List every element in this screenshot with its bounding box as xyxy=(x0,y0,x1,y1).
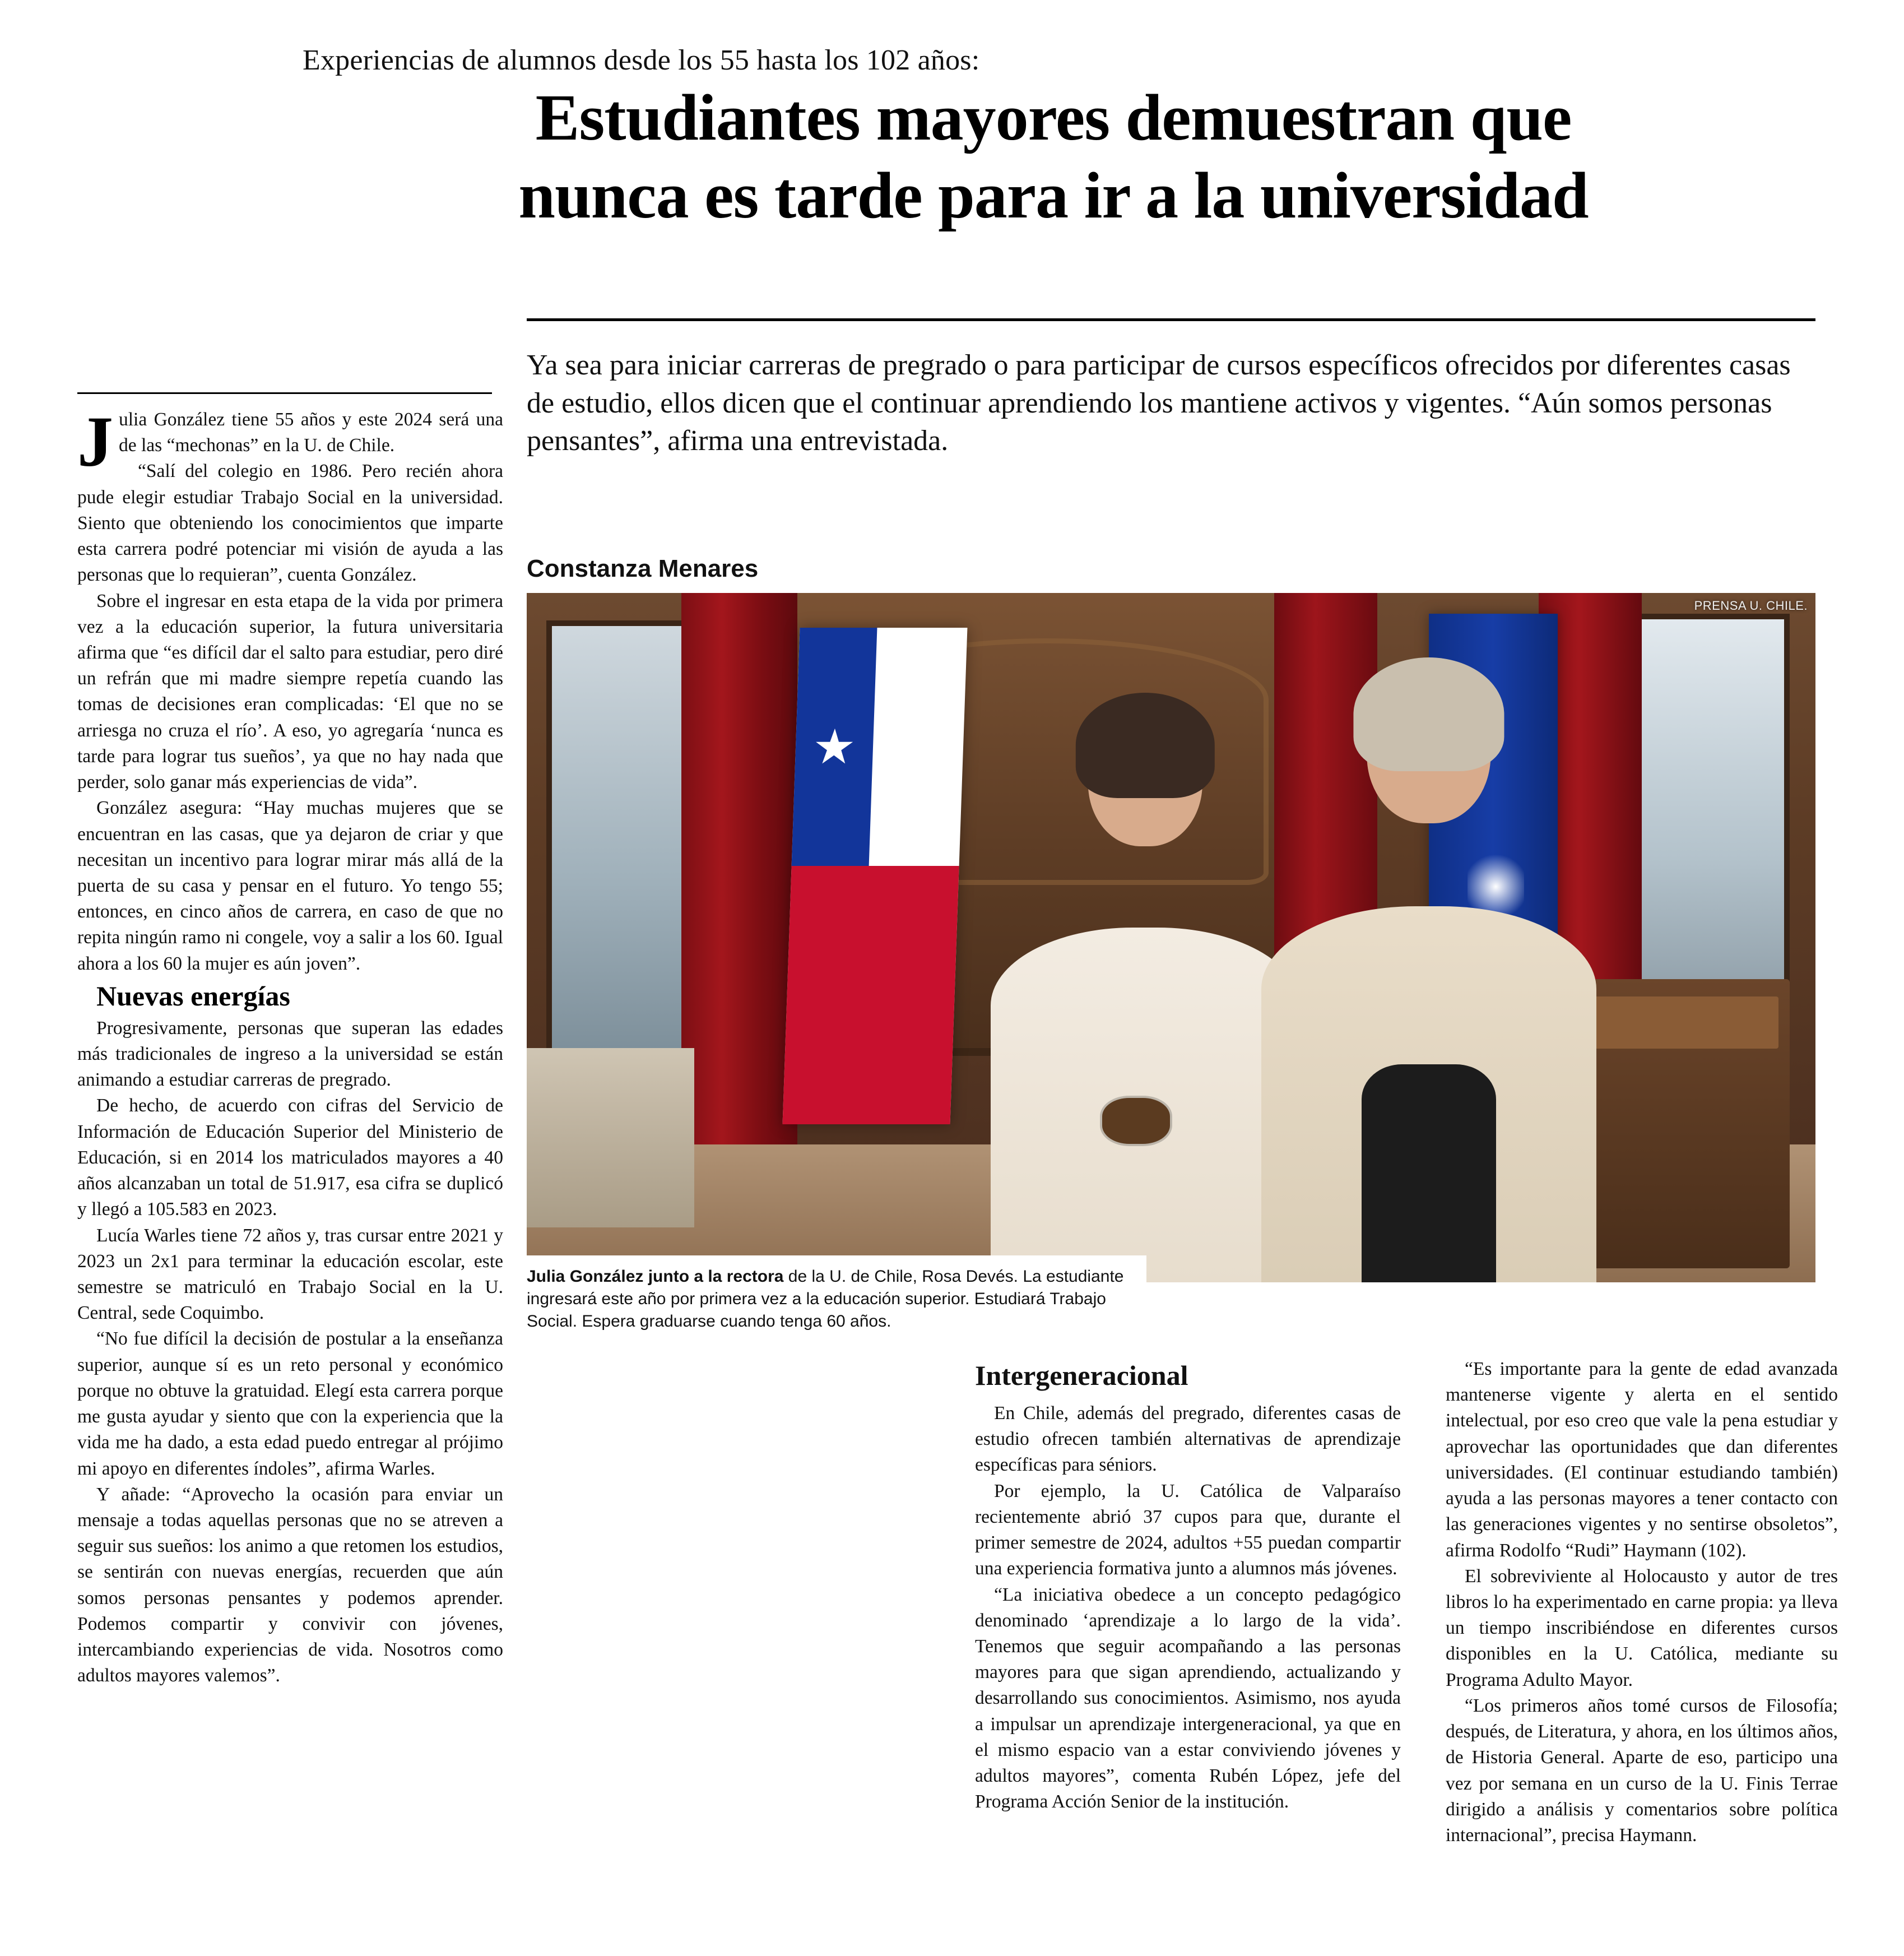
star-icon: ★ xyxy=(811,720,857,774)
headline-line-1: Estudiantes mayores demuestran que xyxy=(535,81,1572,154)
paragraph: Y añade: “Aprovecho la ocasión para enviar un mensaje a todas aquellas personas que no se atreven a seguir sus sueños: los animo a que retomen los estudios, se sentirán con nuevas energías, recuerden que aún somos personas pensantes y podemos aprender. Podemos compartir y convivir con jóvenes, intercambiando experiencias de vida. Nosotros como adultos mayores valemos”. xyxy=(77,1484,503,1686)
column-left xyxy=(77,402,503,1689)
person-rector-top xyxy=(1362,1064,1496,1282)
article-photo xyxy=(527,593,1815,1282)
paragraph: El sobreviviente al Holocausto y autor de tres libros lo ha experimentado en carne propia: ya lleva un tiempo inscribiéndose en diferentes cursos disponibles en la U. Católica, mediante su Programa Adulto Mayor. xyxy=(1446,1565,1838,1690)
photo-curtain-left xyxy=(681,593,797,1186)
section-subhead: Intergeneracional xyxy=(975,1360,1188,1391)
photo-caption-text: de la U. de Chile, Rosa Devés. La estudiante ingresará este año por primera vez a la educación superior. Estudiará Trabajo Social. Espera graduarse cuando tenga 60 años. xyxy=(527,1267,1124,1331)
sunglasses-icon xyxy=(1102,1098,1170,1144)
paragraph: “Los primeros años tomé cursos de Filosofía; después, de Literatura, y ahora, en los últimos años, de Historia General. Aparte de eso, participo una vez por semana en un curso de la U. Finis Terrae dirigido a análisis y comentarios sobre política internacional”, precisa Haymann. xyxy=(1446,1695,1838,1846)
person-student xyxy=(991,710,1300,1282)
person-rector-body xyxy=(1261,906,1596,1282)
paragraph: De hecho, de acuerdo con cifras del Servicio de Información de Educación Superior del Ministerio de Educación, si en 2014 los matriculados mayores a 40 años alcanzaban un total de 51.917, esa cifra se duplicó y llegó a 105.583 en 2023. xyxy=(77,1095,503,1220)
article-kicker: Experiencias de alumnos desde los 55 hasta los 102 años: xyxy=(303,44,980,76)
photo-cabinet xyxy=(527,1048,694,1227)
person-student-hair xyxy=(1076,693,1215,798)
left-column-divider xyxy=(77,392,492,394)
paragraph: “Salí del colegio en 1986. Pero recién ahora pude elegir estudiar Trabajo Social en la universidad. Siento que obteniendo los conocimientos que imparte esta carrera podré potenciar mi visión de ayuda a las personas que lo requieran”, cuenta González. xyxy=(77,461,503,586)
chile-flag-icon xyxy=(782,628,967,1124)
lead-divider xyxy=(527,318,1815,321)
paragraph: Por ejemplo, la U. Católica de Valparaíso recientemente abrió 37 cupos para que, durante el primer semestre de 2024, adultos +55 puedan compartir una experiencia formativa junto a alumnos más jóvenes. xyxy=(975,1480,1401,1579)
person-rector-hair xyxy=(1353,657,1504,771)
photo-caption-lead: Julia González junto a la rectora xyxy=(527,1267,784,1286)
person-rector xyxy=(1261,676,1596,1282)
article-byline: Constanza Menares xyxy=(527,555,759,582)
flag-blue-canton xyxy=(791,628,876,866)
paragraph: En Chile, además del pregrado, diferentes casas de estudio ofrecen también alternativas de aprendizaje específicas para séniors. xyxy=(975,1403,1401,1476)
article-lead: Ya sea para iniciar carreras de pregrado o para participar de cursos específicos ofrecidos por diferentes casas de estudio, ellos dicen que el continuar aprendiendo los mantiene activos y vigentes. “Aún somos personas pensantes”, afirma una entrevistada. xyxy=(527,349,1791,457)
paragraph: “No fue difícil la decisión de postular a la enseñanza superior, aunque sí es un reto personal y económico porque no obtuve la gratuidad. Elegí esta carrera porque me gusta ayudar y siento que con la experiencia que la vida me ha dado, a esta edad puedo entregar al prójimo mi apoyo en diferentes índoles”, afirma Warles. xyxy=(77,1328,503,1479)
flag-red-band xyxy=(782,866,959,1124)
paragraph-text: ulia González tiene 55 años y este 2024 será una de las “mechonas” en la U. de Chile. xyxy=(119,409,503,456)
column-right xyxy=(1446,1356,1838,1848)
paragraph: Lucía Warles tiene 72 años y, tras cursar entre 2021 y 2023 un 2x1 para terminar la educación escolar, este semestre se matriculó en Trabajo Social en la U. Central, sede Coquimbo. xyxy=(77,1225,503,1324)
photo-scene xyxy=(527,593,1815,1282)
paragraph: Progresivamente, personas que superan las edades más tradicionales de ingreso a la universidad se están animando a estudiar carreras de pregrado. xyxy=(77,1017,503,1091)
photo-credit: PRENSA U. CHILE. xyxy=(1694,599,1808,613)
drop-cap: J xyxy=(77,402,113,481)
photo-caption xyxy=(527,1255,1146,1341)
paragraph: Sobre el ingresar en esta etapa de la vida por primera vez a la educación superior, la futura universitaria afirma que “es difícil dar el salto para estudiar, pero diré un refrán que mi madre siempre repetía cuando las tomas de decisiones eran complicadas: ‘El que no se arriesga no cruza el río’. A eso, yo agregaría ‘nunca es tarde para lograr tus sueños’, ya que no hay nada que perder, solo ganar más experiencias de vida”. xyxy=(77,590,503,793)
section-subhead: Nuevas energías xyxy=(96,980,290,1012)
person-student-body xyxy=(991,928,1300,1282)
paragraph: González asegura: “Hay muchas mujeres que se encuentran en las casas, que ya dejaron de criar y que necesitan un incentivo para lograr mirar más allá de la puerta de su casa y pensar en el futuro. Yo tengo 55; entonces, en cinco años de carrera, en caso de que no repita ningún ramo ni congele, voy a salir a los 60. Igual ahora a los 60 la mujer es aún joven”. xyxy=(77,798,503,974)
page-title xyxy=(280,78,1827,234)
headline-line-2: nunca es tarde para ir a la universidad xyxy=(518,159,1589,233)
paragraph: “La iniciativa obedece a un concepto pedagógico denominado ‘aprendizaje a lo largo de la vida’. Tenemos que seguir acompañando a las personas mayores para que sigan aprendiendo, actualizando y desarrollando sus conocimientos. Asimismo, nos ayuda a impulsar un aprendizaje intergeneracional, ya que en el mismo espacio van a estar conviviendo jóvenes y adultos mayores”, comenta Rubén López, jefe del Programa Acción Senior de la institución. xyxy=(975,1584,1401,1813)
column-middle xyxy=(975,1356,1401,1815)
paragraph xyxy=(77,402,503,481)
paragraph: “Es importante para la gente de edad avanzada mantenerse vigente y alerta en el sentido intelectual, por eso creo que vale la pena estudiar y aprovechar las oportunidades que dan diferentes universidades. (El continuar estudiando también) ayuda a las personas mayores a tener contacto con las generaciones vigentes y no sentirse obsoletos”, afirma Rodolfo “Rudi” Haymann (102). xyxy=(1446,1359,1838,1561)
